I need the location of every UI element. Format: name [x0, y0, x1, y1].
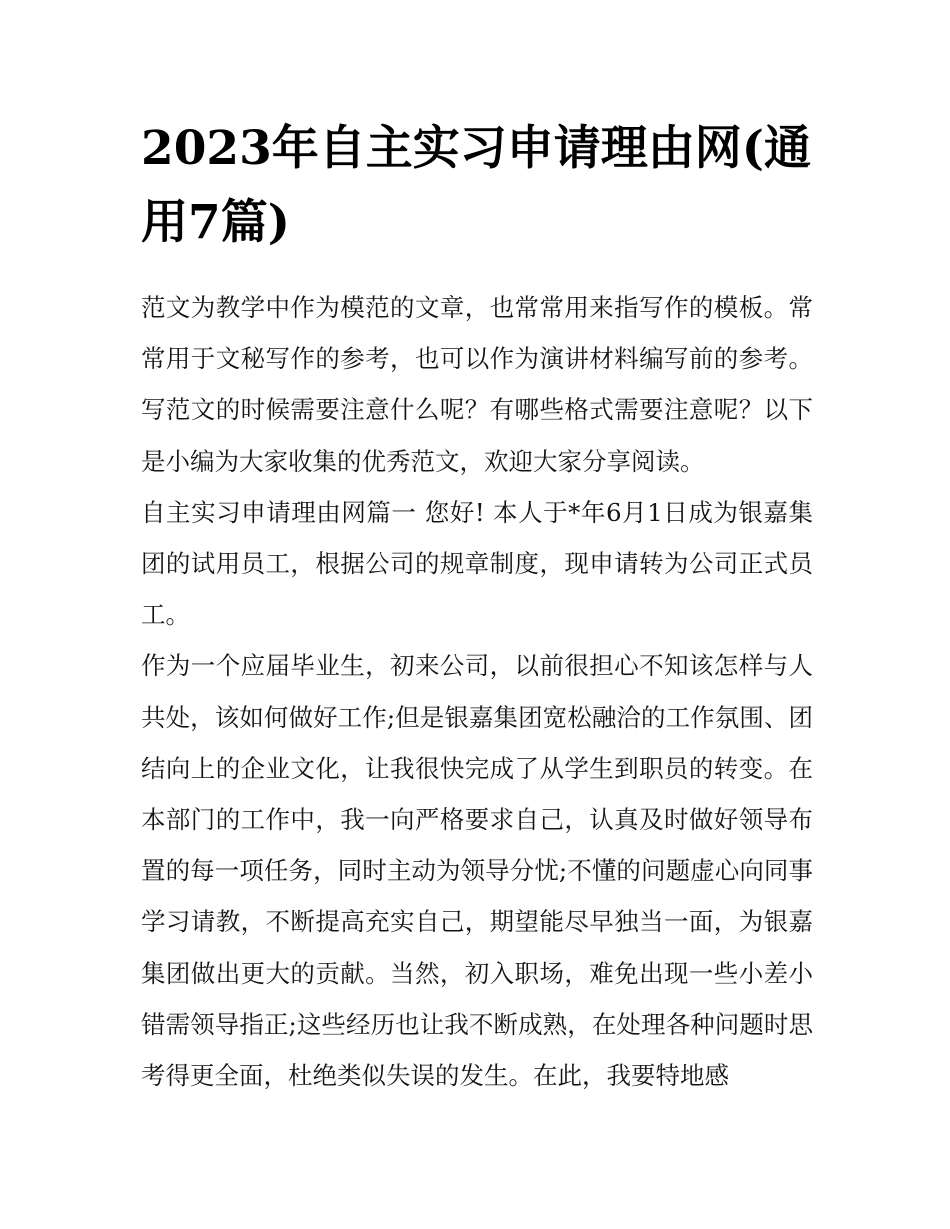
experience-paragraph: 作为一个应届毕业生，初来公司，以前很担心不知该怎样与人共处，该如何做好工作;但是银嘉集团宽松融洽的工作氛围、团结向上的企业文化，让我很快完成了从学生到职员的转变。在本部门的工作中，我一向严格要求自己，认真及时做好领导布置的每一项任务，同时主动为领导分忧;不懂的问题虚心向同事学习请教，不断提高充实自己，期望能尽早独当一面，为银嘉集团做出更大的贡献。当然，初入职场，难免出现一些小差小错需领导指正;这些经历也让我不断成熟，在处理各种问题时思考得更全面，杜绝类似失误的发生。在此，我要特地感 [141, 651, 813, 1091]
application-paragraph: 自主实习申请理由网篇一 您好! 本人于*年6月1日成为银嘉集团的试用员工，根据公司的规章制度，现申请转为公司正式员工。 [141, 497, 813, 630]
document-title: 2023年自主实习申请理由网(通用7篇) [141, 121, 812, 250]
document-body [141, 282, 813, 1101]
intro-paragraph: 范文为教学中作为模范的文章，也常常用来指写作的模板。常常用于文秘写作的参考，也可以作为演讲材料编写前的参考。写范文的时候需要注意什么呢？有哪些格式需要注意呢？以下是小编为大家收集的优秀范文，欢迎大家分享阅读。 [141, 293, 813, 476]
document-content [141, 112, 813, 1101]
